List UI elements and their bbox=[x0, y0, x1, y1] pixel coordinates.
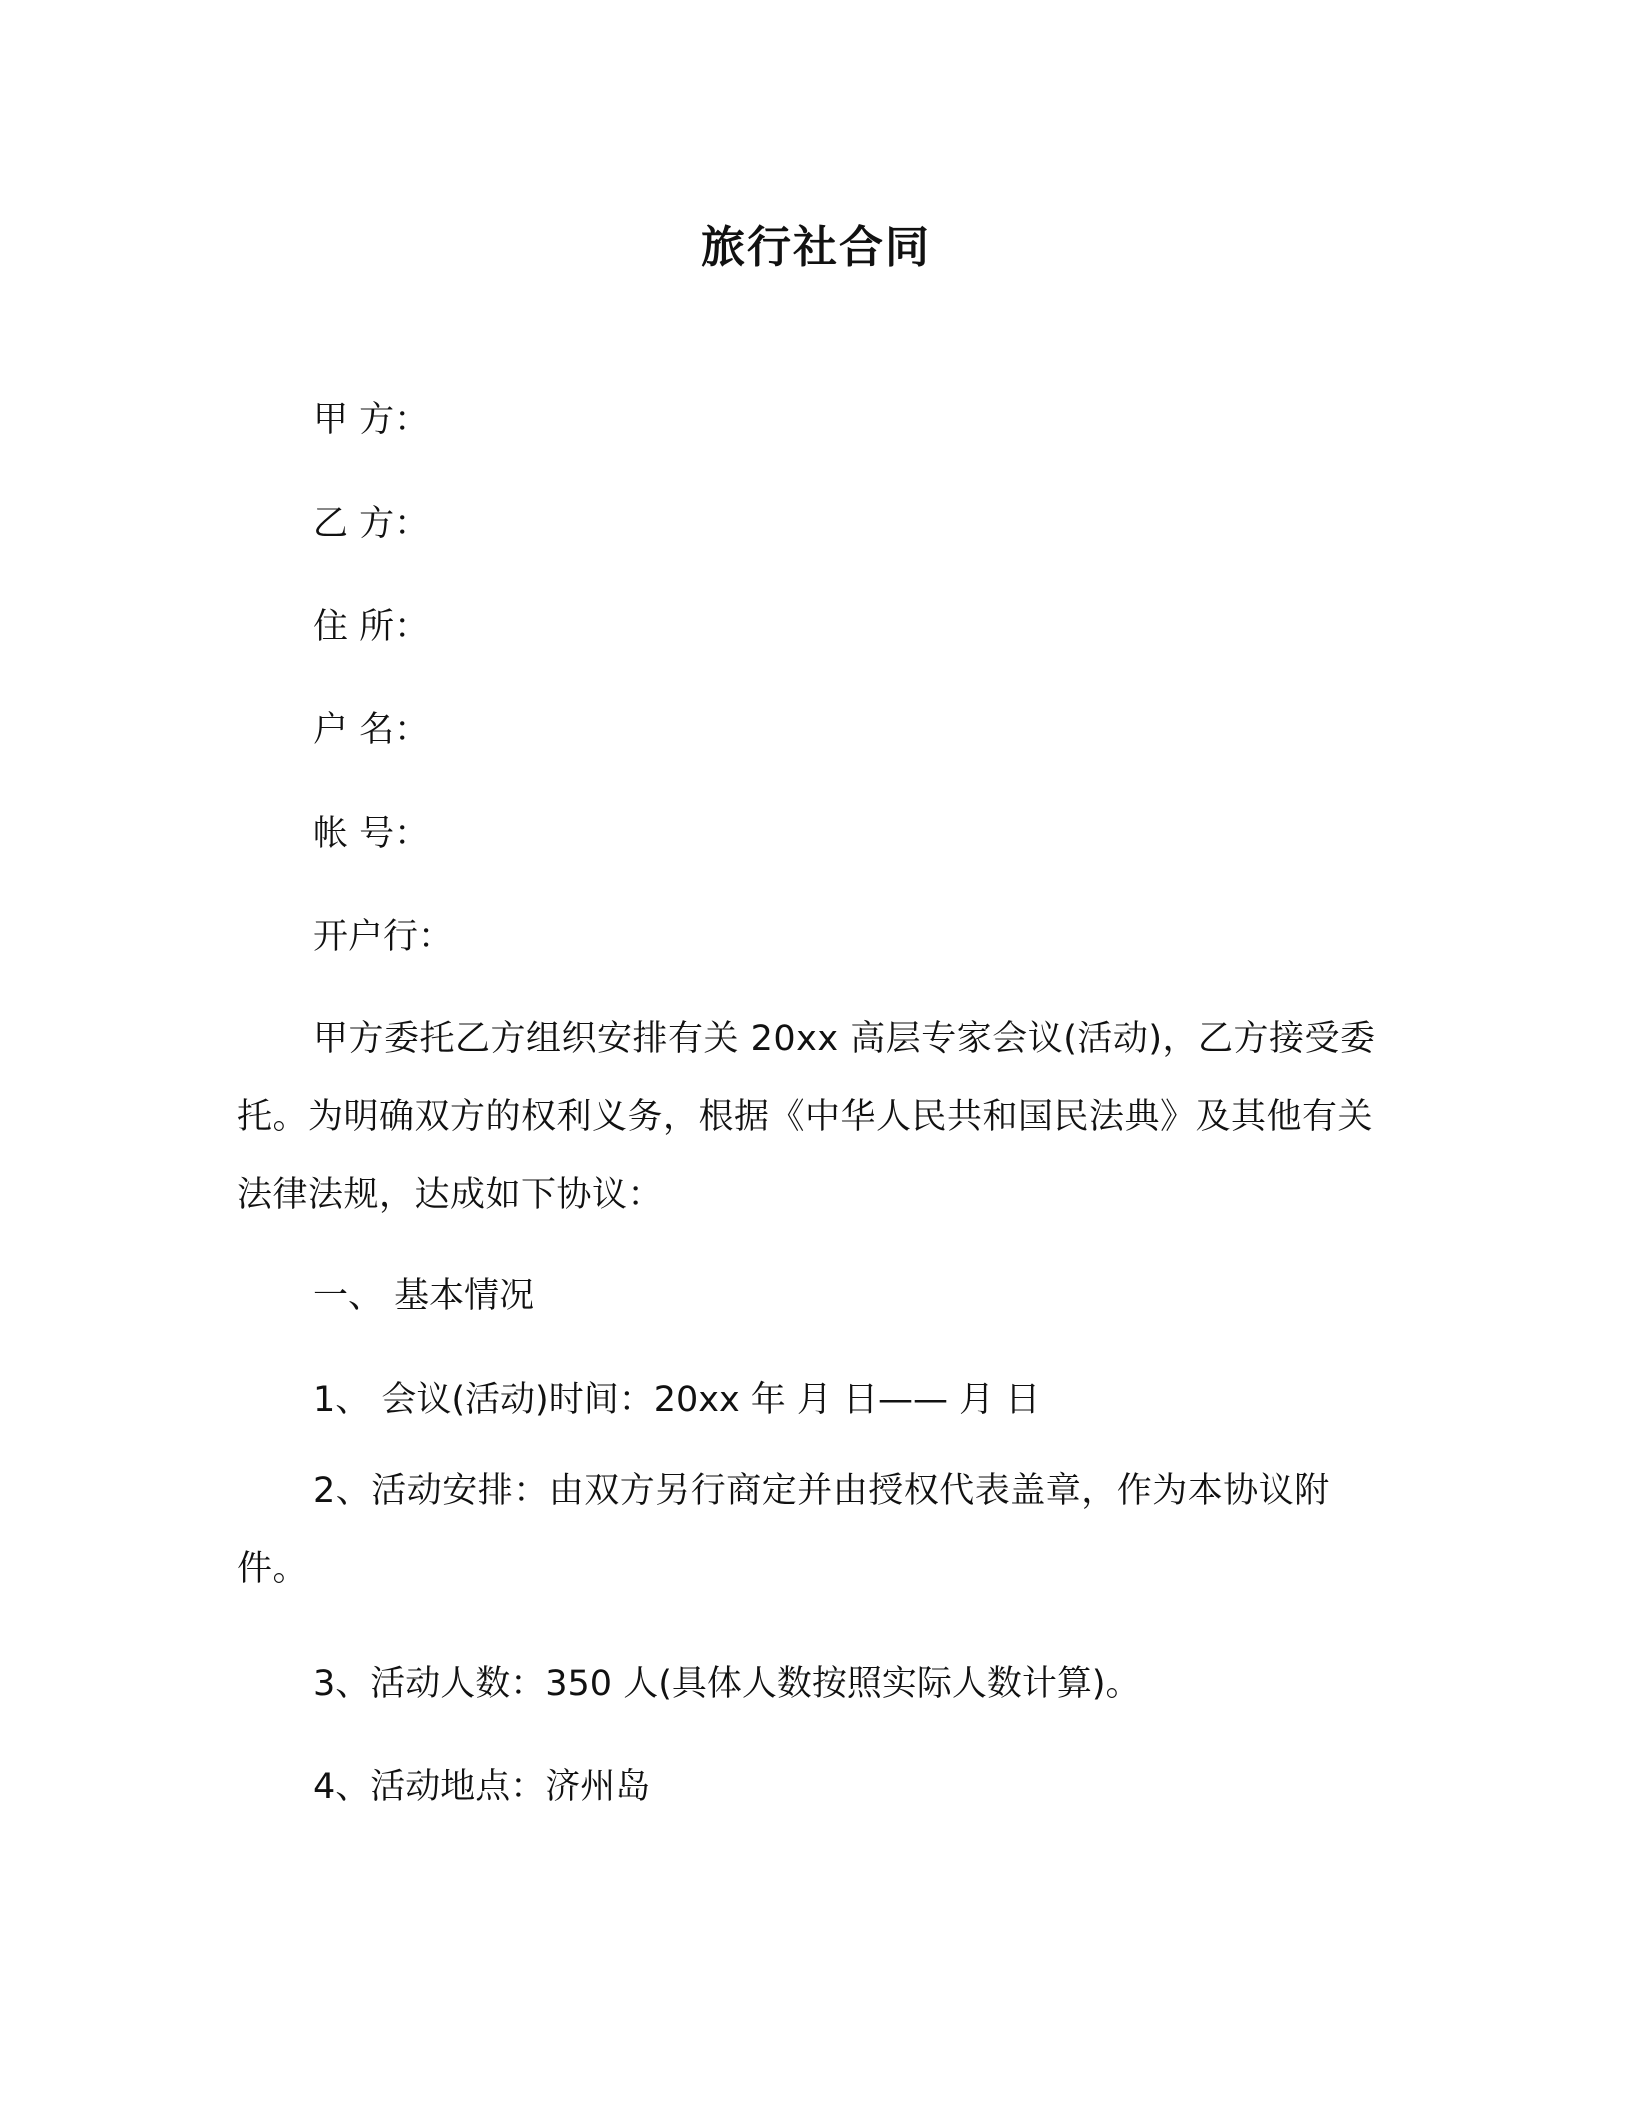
bank-field: 开户行： bbox=[313, 917, 454, 957]
list-item: 1、 会议(活动)时间：20xx 年 月 日—— 月 日 bbox=[313, 1380, 1041, 1420]
intro-paragraph: 甲方委托乙方组织安排有关 20xx 高层专家会议(活动)，乙方接受委托。为明确双方的权利义务，根据《中华人民共和国民法典》及其他有关法律法规，达成如下协议： bbox=[237, 1019, 1376, 1215]
list-item: 2、活动安排：由双方另行商定并由授权代表盖章，作为本协议附件。 bbox=[237, 1471, 1330, 1589]
list-item: 4、活动地点：济州岛 bbox=[313, 1767, 651, 1807]
document-title: 旅行社合同 bbox=[701, 222, 931, 273]
section-heading: 一、 基本情况 bbox=[313, 1276, 535, 1316]
account-number-field: 帐 号： bbox=[313, 814, 430, 854]
account-name-field: 户 名： bbox=[313, 710, 430, 750]
party-b-field: 乙 方： bbox=[313, 504, 430, 544]
address-field: 住 所： bbox=[313, 607, 430, 647]
party-a-field: 甲 方： bbox=[313, 400, 430, 440]
list-item: 3、活动人数：350 人(具体人数按照实际人数计算)。 bbox=[313, 1664, 1141, 1704]
